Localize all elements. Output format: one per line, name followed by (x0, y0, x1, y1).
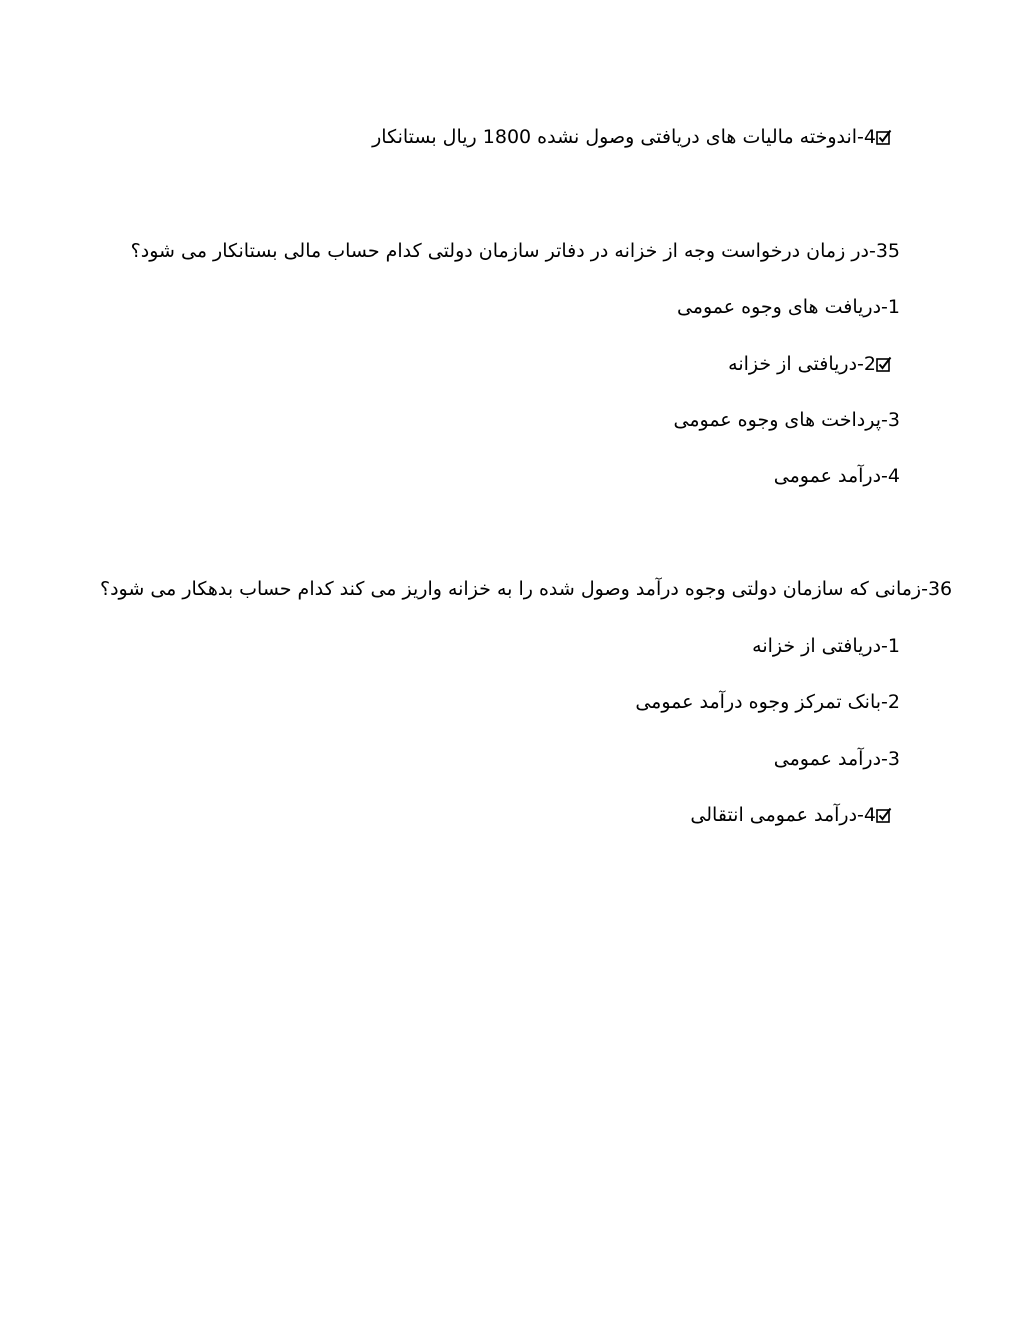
checkbox-checked-icon (876, 129, 892, 145)
q36-option-4 (100, 802, 900, 828)
q36-option-3 (100, 746, 900, 772)
q35-option-4-text: 4-درآمد عمومی (773, 465, 900, 487)
checkbox-checked-icon (876, 807, 892, 823)
q35-option-2-text: 2-دریافتی از خزانه (728, 353, 876, 375)
q36-question (100, 576, 953, 602)
q35-option-1 (100, 294, 900, 320)
q35-option-1-text: 1-دریافت های وجوه عمومی (676, 296, 900, 318)
q35-option-3-text: 3-پرداخت های وجوه عمومی (673, 409, 900, 431)
q36-option-2-text: 2-بانک تمرکز وجوه درآمد عمومی (635, 691, 900, 713)
q36-option-2 (100, 689, 900, 715)
q34-option-4-text: 4-اندوخته مالیات های دریافتی وصول نشده 1800 ریال بستانکار (372, 126, 876, 148)
q34-option-4 (100, 124, 900, 150)
q36-option-3-text: 3-درآمد عمومی (773, 748, 900, 770)
q35-question-text: 35-در زمان درخواست وجه از خزانه در دفاتر سازمان دولتی کدام حساب مالی بستانکار می شود؟ (130, 240, 900, 262)
q36-option-1 (100, 633, 900, 659)
q35-option-3 (100, 407, 900, 433)
q36-question-text: 36-زمانی که سازمان دولتی وجوه درآمد وصول شده را به خزانه واریز می کند کدام حساب بدهکار می شود؟ (100, 578, 953, 600)
q35-option-4 (100, 463, 900, 489)
q35-question (100, 238, 900, 264)
checkbox-checked-icon (876, 356, 892, 372)
q36-option-1-text: 1-دریافتی از خزانه (752, 635, 900, 657)
q36-option-4-text: 4-درآمد عمومی انتقالی (690, 804, 876, 826)
q35-option-2 (100, 351, 900, 377)
